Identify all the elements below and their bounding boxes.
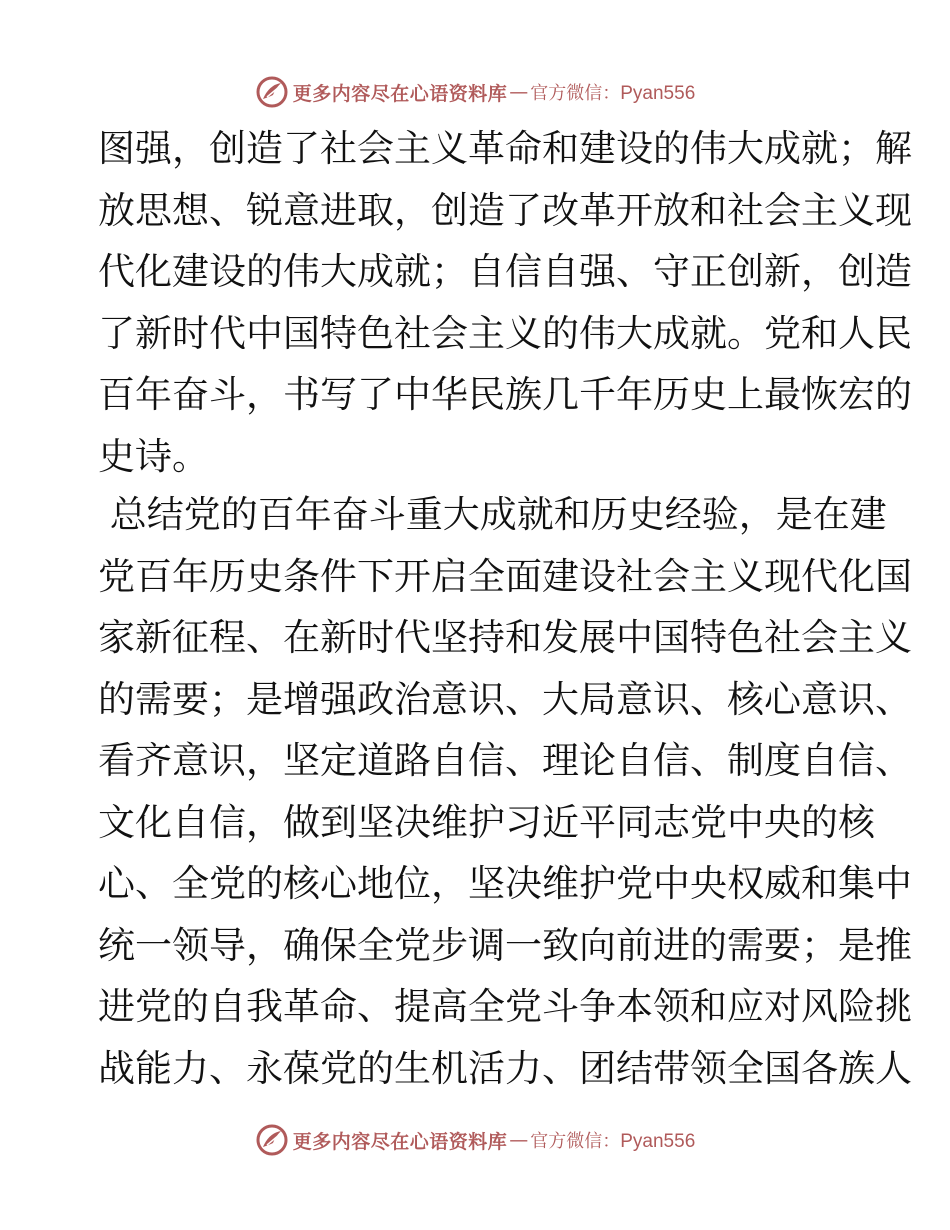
text-line: 进党的自我革命、提高全党斗争本领和应对风险挑 [98,985,912,1028]
text-line: 党百年历史条件下开启全面建设社会主义现代化国 [98,554,912,598]
logo-icon [255,75,289,109]
banner-wechat [530,79,695,105]
paragraph-2 [98,484,912,1099]
text-line: 了新时代中国特色社会主义的伟大成就。党和人民 [98,311,912,355]
text-line: 心、全党的核心地位，坚决维护党中央权威和集中 [98,862,912,905]
text-line: 看齐意识，坚定道路自信、理论自信、制度自信、 [98,739,912,782]
text-line: 的需要；是增强政治意识、大局意识、核心意识、 [98,677,912,721]
wechat-id: Pyan556 [620,83,696,104]
text-line: 家新征程、在新时代坚持和发展中国特色社会主义 [98,616,912,659]
text-line: 史诗。 [98,434,209,478]
paragraph-1 [98,118,912,487]
banner-separator: — [509,1129,529,1151]
text-line: 放思想、锐意进取，创造了改革开放和社会主义现 [98,188,912,232]
wechat-label: 官方微信： [530,1131,621,1152]
text-line: 文化自信，做到坚决维护习近平同志党中央的核 [98,800,875,844]
text-line: 图强，创造了社会主义革命和建设的伟大成就；解 [98,127,912,170]
wechat-label: 官方微信： [530,83,621,104]
banner-title: 更多内容尽在心语资料库 [292,1130,508,1153]
text-line: 总结党的百年奋斗重大成就和历史经验，是在建 [98,493,887,536]
text-line: 战能力、永葆党的生机活力、团结带领全国各族人 [98,1046,912,1090]
logo-icon [255,1123,289,1157]
banner-wechat [530,1127,695,1153]
header-banner [0,72,950,112]
text-line: 代化建设的伟大成就；自信自强、守正创新，创造 [98,250,912,293]
text-line: 统一领导，确保全党步调一致向前进的需要；是推 [98,923,912,967]
footer-banner [0,1120,950,1160]
wechat-id: Pyan556 [620,1131,696,1152]
banner-separator: — [509,81,529,103]
banner-title: 更多内容尽在心语资料库 [292,82,508,105]
text-line: 百年奋斗，书写了中华民族几千年历史上最恢宏的 [98,373,912,416]
